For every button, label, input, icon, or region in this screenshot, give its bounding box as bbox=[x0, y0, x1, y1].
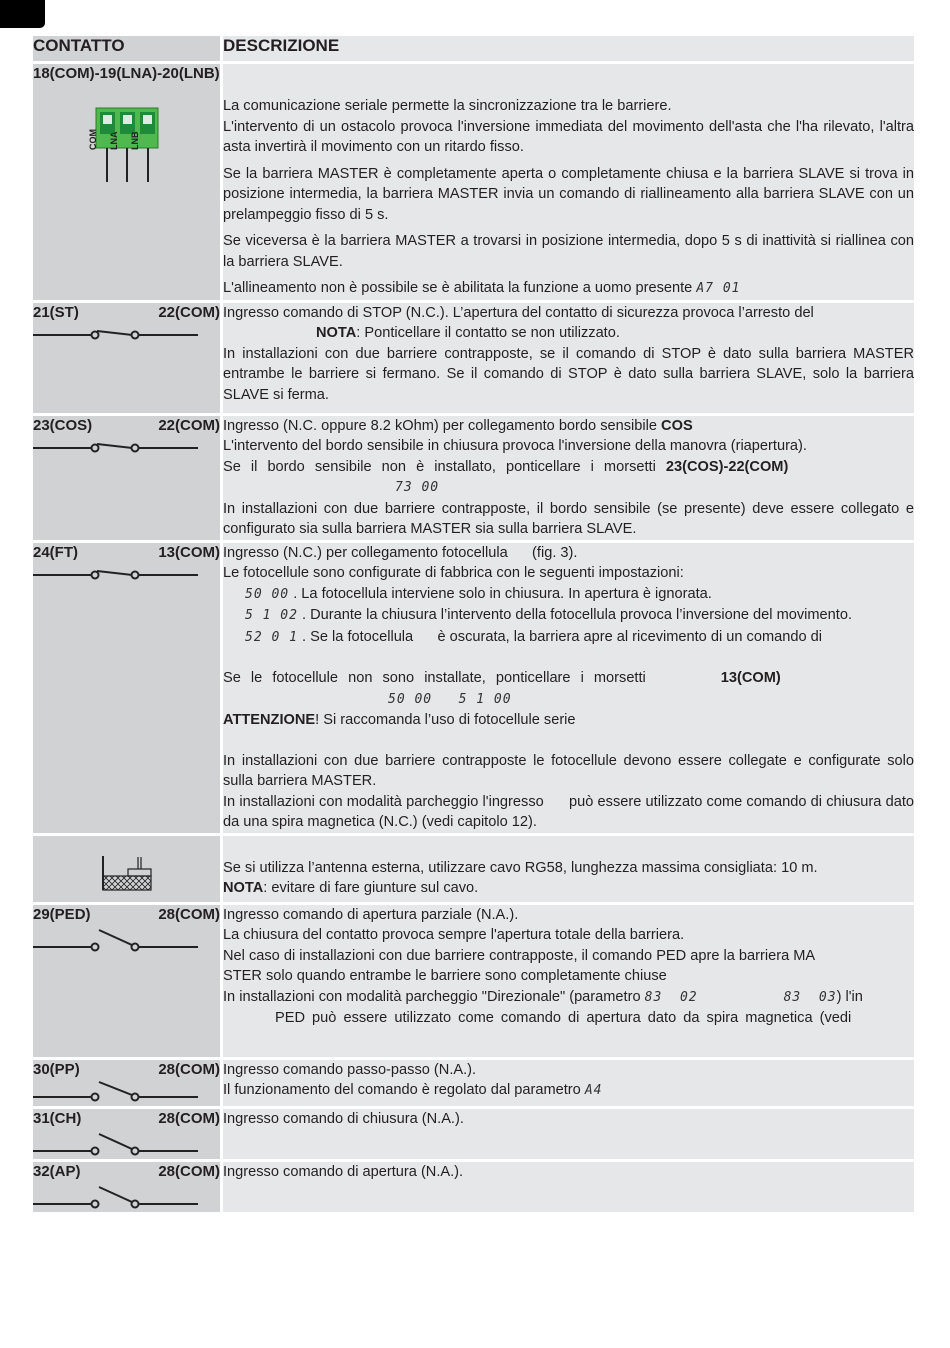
param-code: 52 0 1 bbox=[245, 629, 298, 645]
spacer bbox=[223, 731, 914, 751]
desc-line: Ingresso (N.C. oppure 8.2 kOhm) per collegamento bordo sensibile COS bbox=[223, 417, 693, 434]
desc-line: Se si utilizza l’antenna esterna, utilizzare cavo RG58, lunghezza massima consigliata: 10 m. bbox=[223, 859, 818, 876]
desc-line: In installazioni con due barriere contrapposte, se il comando di STOP è dato sulla barriera MASTER entrambe le barriere si fermano. Se il comando di STOP è dato sulla barriera SLAVE, solo la barriera SLAVE si ferma. bbox=[223, 345, 914, 403]
nota-line: NOTA: Ponticellare il contatto se non utilizzato. bbox=[316, 325, 620, 341]
desc-line: Nel caso di installazioni con due barriere contrapposte, il comando PED apre la barriera MA bbox=[223, 947, 816, 964]
nc-switch-icon bbox=[33, 326, 203, 340]
desc-line: L'allineamento non è possibile se è abilitata la funzione a uomo presente A7 01 bbox=[223, 280, 741, 296]
terminal-pair bbox=[33, 905, 220, 925]
desc-line: Se la barriera MASTER è completamente aperta o completamente chiusa e la barriera SLAVE si trova in posizione intermedia, la barriera MASTER invia un comando di riallineamento alla barriera SLAVE con un prelampeggio fisso di 5 s. bbox=[223, 165, 914, 223]
setting-line: 50 00 . La fotocellula interviene solo in chiusura. In apertura è ignorata. bbox=[245, 585, 712, 602]
no-switch-icon bbox=[33, 1080, 203, 1102]
desc-line: Se viceversa è la barriera MASTER a trovarsi in posizione intermedia, dopo 5 s di inattività si riallinea con la barriera SLAVE. bbox=[223, 233, 914, 270]
terminal-right: 28(COM) bbox=[158, 1060, 220, 1078]
setting-line: 5 1 02 . Durante la chiusura l’intervento della fotocellula provoca l’inversione del movimento. bbox=[245, 607, 853, 623]
desc-line: Ingresso comando passo-passo (N.A.). bbox=[223, 1061, 477, 1078]
terminal-block-icon bbox=[91, 106, 161, 184]
spacer bbox=[223, 648, 914, 668]
terminal-left: 31(CH) bbox=[33, 1109, 82, 1127]
contact-cell bbox=[33, 836, 223, 902]
terminal-right: 28(COM) bbox=[158, 1109, 220, 1127]
connector-label-lna: LNA bbox=[109, 131, 119, 150]
desc-line: La chiusura del contatto provoca sempre l'apertura totale della barriera. bbox=[223, 927, 685, 943]
contact-cell bbox=[33, 905, 223, 1057]
contact-cell bbox=[33, 303, 223, 413]
attention-line: ATTENZIONE! Si raccomanda l’uso di fotocellule serie bbox=[223, 712, 576, 728]
description-cell bbox=[223, 836, 914, 902]
desc-line: In installazioni con modalità parcheggio "Direzionale" (parametro 83 02 83 03) l'in bbox=[223, 988, 863, 1005]
terminal-right: 22(COM) bbox=[158, 416, 220, 434]
terminal-left: 23(COS) bbox=[33, 416, 93, 434]
param-code: 50 00 bbox=[245, 586, 290, 602]
param-code: 73 00 bbox=[395, 480, 440, 495]
desc-line: Se il bordo sensibile non è installato, ponticellare i morsetti 23(COS)-22(COM) bbox=[223, 458, 789, 475]
table-row-antenna bbox=[33, 836, 914, 902]
terminal-pair bbox=[33, 416, 220, 436]
param-line bbox=[223, 689, 914, 711]
terminal-right: 28(COM) bbox=[158, 1162, 220, 1180]
header-descrizione: DESCRIZIONE bbox=[223, 36, 914, 61]
terminal-pair bbox=[33, 543, 220, 563]
terminal-left: 29(PED) bbox=[33, 905, 91, 923]
description-cell bbox=[223, 64, 914, 300]
antenna-terminal-icon bbox=[100, 854, 154, 894]
table-row-ft bbox=[33, 543, 914, 833]
contact-cell bbox=[33, 416, 223, 540]
desc-line: Ingresso comando di chiusura (N.A.). bbox=[223, 1110, 464, 1127]
param-line bbox=[223, 477, 914, 499]
param-code: 50 00 5 1 00 bbox=[388, 691, 512, 707]
table-row-pp bbox=[33, 1060, 914, 1106]
desc-line: Ingresso comando di STOP (N.C.). L’apertura del contatto di sicurezza provoca l’arresto del bbox=[223, 304, 814, 321]
terminal-left: 24(FT) bbox=[33, 543, 78, 561]
desc-line: Le fotocellule sono configurate di fabbrica con le seguenti impostazioni: bbox=[223, 565, 684, 581]
terminal-pair bbox=[33, 303, 220, 323]
nota-line: NOTA: evitare di fare giunture sul cavo. bbox=[223, 880, 479, 896]
connector-label-lnb: LNB bbox=[130, 131, 140, 150]
terminal-right: 28(COM) bbox=[158, 905, 220, 923]
desc-line: Ingresso (N.C.) per collegamento fotocellula (fig. 3). bbox=[223, 544, 578, 561]
table-row-ch bbox=[33, 1109, 914, 1159]
terminal-label: 18(COM)-19(LNA)-20(LNB) bbox=[33, 65, 220, 82]
param-code: 5 1 02 bbox=[245, 608, 298, 623]
desc-line: In installazioni con due barriere contrapposte, il bordo sensibile (se presente) deve essere collegato e configurato sia sulla barriera MASTER sia sulla barriera SLAVE. bbox=[223, 500, 914, 537]
desc-line: L'intervento del bordo sensibile in chiusura provoca l'inversione della manovra (riapertura). bbox=[223, 438, 807, 454]
terminal-pair bbox=[33, 1109, 220, 1129]
nc-switch-icon bbox=[33, 439, 203, 453]
desc-line: STER solo quando entrambe le barriere sono completamente chiuse bbox=[223, 968, 667, 984]
description-cell bbox=[223, 1060, 914, 1106]
table-row-ped bbox=[33, 905, 914, 1057]
connector-label-com: COM bbox=[88, 129, 98, 150]
contact-cell bbox=[33, 64, 223, 300]
page-corner-tab bbox=[0, 0, 45, 28]
desc-line: In installazioni con due barriere contrapposte le fotocellule devono essere collegate e configurate solo sulla barriera MASTER. bbox=[223, 752, 914, 789]
no-switch-icon bbox=[33, 928, 203, 952]
contact-cell bbox=[33, 1060, 223, 1106]
no-switch-icon bbox=[33, 1132, 203, 1156]
terminal-right: 13(COM) bbox=[158, 543, 220, 561]
table-row-ap bbox=[33, 1162, 914, 1212]
desc-line: La comunicazione seriale permette la sincronizzazione tra le barriere. bbox=[223, 98, 672, 114]
description-cell bbox=[223, 905, 914, 1057]
param-code: A7 01 bbox=[696, 281, 741, 296]
param-code: A4 bbox=[584, 1083, 603, 1098]
header-contatto: CONTATTO bbox=[33, 36, 223, 61]
desc-line: L'intervento di un ostacolo provoca l'inversione immediata del movimento dell'asta che l'ha rilevato, l'altra asta invertirà il movimento con un ritardo fisso. bbox=[223, 118, 914, 155]
param-code: 83 02 bbox=[644, 989, 698, 1005]
description-cell bbox=[223, 303, 914, 413]
table-row-cos bbox=[33, 416, 914, 540]
setting-line: 52 0 1 . Se la fotocellula è oscurata, la barriera apre al ricevimento di un comando di bbox=[245, 628, 822, 645]
desc-line: Il funzionamento del comando è regolato dal parametro A4 bbox=[223, 1082, 603, 1098]
desc-line: Se le fotocellule non sono installate, ponticellare i morsetti 13(COM) bbox=[223, 670, 781, 686]
terminal-right: 22(COM) bbox=[158, 303, 220, 321]
terminal-left: 30(PP) bbox=[33, 1060, 80, 1078]
contact-cell bbox=[33, 543, 223, 833]
desc-line: In installazioni con modalità parcheggio l'ingresso può essere utilizzato come comando di chiusura dato da una spira magnetica (N.C.) (vedi capitolo 12). bbox=[223, 793, 919, 830]
description-cell bbox=[223, 1162, 914, 1212]
nc-switch-icon bbox=[33, 566, 203, 580]
table-row-stop bbox=[33, 303, 914, 413]
description-cell bbox=[223, 1109, 914, 1159]
terminal-left: 32(AP) bbox=[33, 1162, 81, 1180]
desc-line: Ingresso comando di apertura parziale (N.A.). bbox=[223, 906, 519, 923]
terminal-pair bbox=[33, 1060, 220, 1080]
table-header-row bbox=[33, 36, 914, 61]
desc-line: Ingresso comando di apertura (N.A.). bbox=[223, 1163, 464, 1180]
contact-cell bbox=[33, 1162, 223, 1212]
contacts-table bbox=[33, 33, 919, 1215]
terminal-pair bbox=[33, 1162, 220, 1182]
desc-line: PED può essere utilizzato come comando di apertura dato da spira magnetica (vedi bbox=[275, 1010, 852, 1026]
table-row-serial bbox=[33, 64, 914, 300]
terminal-left: 21(ST) bbox=[33, 303, 79, 321]
param-code: 83 03 bbox=[783, 989, 837, 1005]
description-cell bbox=[223, 543, 919, 833]
description-cell bbox=[223, 416, 914, 540]
no-switch-icon bbox=[33, 1185, 203, 1209]
contact-cell bbox=[33, 1109, 223, 1159]
